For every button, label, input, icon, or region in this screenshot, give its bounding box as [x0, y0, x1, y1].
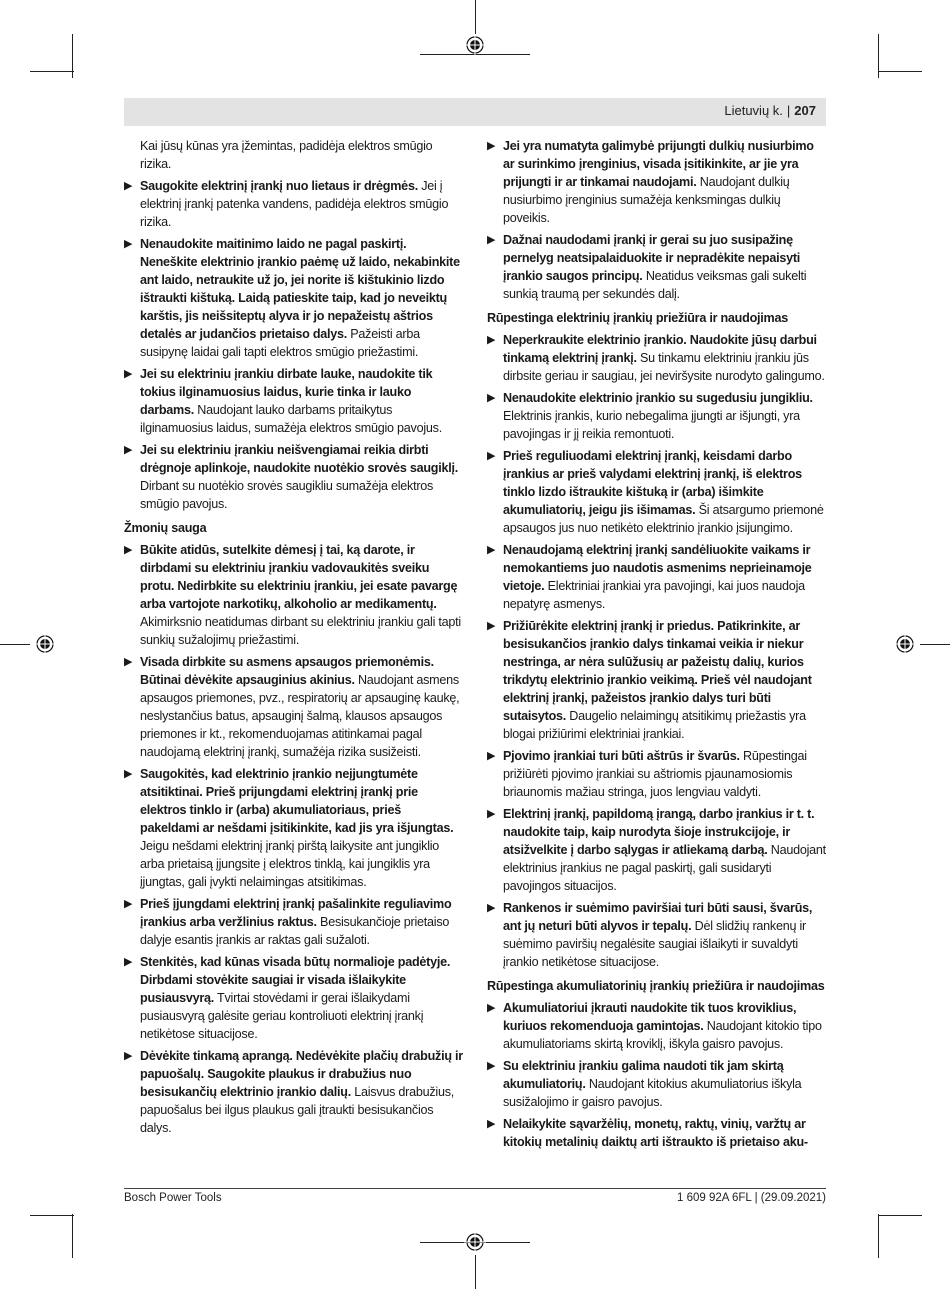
- item-body-text: Besisukančioje prietaiso dalyje esantis įrankis ar raktas gali sužaloti.: [140, 915, 450, 947]
- safety-item: [487, 541, 826, 613]
- bullet-arrow-icon: ▶: [487, 140, 496, 152]
- safety-item: [124, 441, 463, 513]
- bullet-arrow-icon: ▶: [487, 334, 496, 346]
- item-body-text: Naudojant asmens apsaugos priemones, pvz., respiratorių ar apsauginę kaukę, neslystančius batus, apsauginį šalmą, klausos apsaugos priemones ir kt., rekomenduojamas atitinkamai pagal naudojamą elektrinį įrankį, sumažėja rizika susižeisti.: [140, 673, 460, 759]
- bullet-arrow-icon: ▶: [124, 368, 133, 380]
- bullet-arrow-icon: ▶: [124, 1050, 133, 1062]
- safety-item: [124, 541, 463, 649]
- item-body-text: Naudojant lauko darbams pritaikytus ilginamuosius laidus, sumažėja elektros smūgio pavojus.: [140, 403, 442, 435]
- item-bold-text: Jei su elektriniu įrankiu neišvengiamai reikia dirbti drėgnoje aplinkoje, naudokite nuotėkio srovės saugiklį.: [140, 443, 458, 475]
- safety-item: [124, 235, 463, 361]
- bullet-arrow-icon: ▶: [487, 750, 496, 762]
- crop-mark: [878, 1214, 879, 1258]
- footer-brand: Bosch Power Tools: [124, 1192, 222, 1204]
- safety-item: [487, 805, 826, 895]
- registration-mark-icon: [464, 1231, 486, 1253]
- safety-item: [487, 617, 826, 743]
- item-bold-text: Jei yra numatyta galimybė prijungti dulkių nusiurbimo ar surinkimo įrenginius, visada įsitikinkite, ar jie yra prijungti ir ar tinkamai naudojami.: [503, 139, 814, 189]
- right-column: [487, 137, 826, 1155]
- safety-item: [487, 899, 826, 971]
- item-bold-text: Neperkraukite elektrinio įrankio. Naudokite jūsų darbui tinkamą elektrinį įrankį.: [503, 333, 817, 365]
- item-bold-text: Stenkitės, kad kūnas visada būtų normalioje padėtyje. Dirbdami stovėkite saugiai ir visada išlaikykite pusiausvyrą.: [140, 955, 451, 1005]
- bullet-arrow-icon: ▶: [124, 238, 133, 250]
- item-bold-text: Su elektriniu įrankiu galima naudoti tik jam skirtą akumuliatorių.: [503, 1059, 784, 1091]
- item-bold-text: Rankenos ir suėmimo paviršiai turi būti sausi, švarūs, ant jų neturi būti alyvos ir tepalų.: [503, 901, 813, 933]
- crop-mark: [30, 1215, 74, 1216]
- item-bold-text: Prieš įjungdami elektrinį įrankį pašalinkite reguliavimo įrankius arba veržlinius raktus.: [140, 897, 452, 929]
- registration-mark-icon: [894, 633, 916, 655]
- safety-item: [487, 331, 826, 385]
- registration-mark-icon: [34, 633, 56, 655]
- bullet-arrow-icon: ▶: [487, 544, 496, 556]
- item-body-text: Su tinkamu elektriniu įrankiu jūs dirbsite geriau ir saugiau, jei neviršysite nurodyto galingumo.: [503, 351, 825, 383]
- safety-item: [124, 653, 463, 761]
- crop-mark: [72, 1214, 73, 1258]
- item-bold-text: Elektrinį įrankį, papildomą įrangą, darbo įrankius ir t. t. naudokite taip, kaip nurodyta šioje instrukcijoje, ir atsižvelkite į darbo sąlygas ir atliekamą darbą.: [503, 807, 815, 857]
- safety-item: [124, 365, 463, 437]
- item-bold-text: Visada dirbkite su asmens apsaugos priemonėmis. Būtinai dėvėkite apsauginius akinius.: [140, 655, 434, 687]
- bullet-arrow-icon: ▶: [487, 1060, 496, 1072]
- item-body-text: Akimirksnio neatidumas dirbant su elektriniu įrankiu gali tapti sunkių sužalojimų priežastimi.: [140, 615, 461, 647]
- item-body-text: Elektrinis įrankis, kurio nebegalima įjungti ar išjungti, yra pavojingas ir jį reikia remontuoti.: [503, 409, 800, 441]
- item-bold-text: Jei su elektriniu įrankiu dirbate lauke, naudokite tik tokius ilginamuosius laidus, kurie tinka ir lauko darbams.: [140, 367, 433, 417]
- safety-item: [487, 447, 826, 537]
- header-text: [724, 103, 816, 118]
- safety-item: [124, 953, 463, 1043]
- item-bold-text: Nelaikykite sąvaržėlių, monetų, raktų, vinių, varžtų ar kitokių metalinių daiktų arti ištraukto iš prietaiso aku-: [503, 1117, 808, 1149]
- crop-mark: [878, 71, 922, 72]
- item-body-text: Ši atsargumo priemonė apsaugos jus nuo netikėto elektrinio įrankio įsijungimo.: [503, 503, 824, 535]
- item-bold-text: Nenaudojamą elektrinį įrankį sandėliuokite vaikams ir nemokantiems juo naudotis asmenims neprieinamoje vietoje.: [503, 543, 812, 593]
- footer-rule: [124, 1188, 826, 1189]
- item-bold-text: Būkite atidūs, sutelkite dėmesį į tai, ką darote, ir dirbdami su elektriniu įrankiu vadovaukitės sveiku protu. Nedirbkite su elektriniu įrankiu, jei esate pavargę arba vartojote narkotikų, alkoholio ar medikamentų.: [140, 543, 458, 611]
- safety-item: [487, 747, 826, 801]
- safety-item: [124, 765, 463, 891]
- safety-item: [124, 1047, 463, 1137]
- crop-mark: [30, 71, 74, 72]
- safety-item: [124, 895, 463, 949]
- safety-item: [124, 177, 463, 231]
- header-language: Lietuvių k.: [724, 103, 783, 118]
- item-body-text: Dirbant su nuotėkio srovės saugikliu sumažėja elektros smūgio pavojus.: [140, 479, 434, 511]
- crop-mark: [920, 644, 950, 645]
- item-body-text: Tvirtai stovėdami ir gerai išlaikydami pusiausvyrą galėsite geriau kontroliuoti elektrinį įrankį netikėtose situacijose.: [140, 991, 424, 1041]
- item-bold-text: Nenaudokite maitinimo laido ne pagal paskirtį. Neneškite elektrinio įrankio paėmę už laido, nekabinkite ant laido, netraukite už jo, jei norite iš kištukinio lizdo ištraukti kištuką. Laidą patieskite taip, kad jo neveiktų karštis, jis neišsiteptų alyva ir jo nepažeistų aštrios detalės ar judančios prietaiso dalys.: [140, 237, 460, 341]
- safety-item: [487, 1115, 826, 1151]
- item-body-text: Daugelio nelaimingų atsitikimų priežastis yra blogai prižiūrimi elektriniai įrankiai.: [503, 709, 806, 741]
- registration-mark-icon: [464, 34, 486, 56]
- item-bold-text: Prieš reguliuodami elektrinį įrankį, keisdami darbo įrankius ar prieš valydami elektrinį įrankį, iš elektros tinklo lizdo ištraukite kištuką ir (arba) išimkite akumuliatorių, jeigu jis išimamas.: [503, 449, 802, 517]
- footer-doc-id: 1 609 92A 6FL | (29.09.2021): [677, 1192, 826, 1204]
- item-body-text: Rūpestingai prižiūrėti pjovimo įrankiai su aštriomis pjaunamosiomis briaunomis mažiau stringa, juos lengviau valdyti.: [503, 749, 807, 799]
- crop-mark: [475, 0, 476, 34]
- item-body-text: Laisvus drabužius, papuošalus bei ilgus plaukus gali įtraukti besisukančios dalys.: [140, 1085, 455, 1135]
- left-column: [124, 137, 463, 1141]
- safety-item: [487, 231, 826, 303]
- bullet-arrow-icon: ▶: [487, 902, 496, 914]
- item-body-text: Naudojant kitokius akumuliatorius iškyla susižalojimo ir gaisro pavojus.: [503, 1077, 802, 1109]
- bullet-arrow-icon: ▶: [124, 898, 133, 910]
- crop-mark: [475, 1255, 476, 1289]
- crop-mark: [0, 644, 30, 645]
- item-body-text: Jei į elektrinį įrankį patenka vandens, padidėja elektros smūgio rizika.: [140, 179, 449, 229]
- item-bold-text: Saugokitės, kad elektrinio įrankio neįjungtumėte atsitiktinai. Prieš prijungdami elektrinį įrankį prie elektros tinklo ir (arba) akumuliatoriaus, prieš pakeldami ar nešdami įsitikinkite, kad jis yra išjungtas.: [140, 767, 454, 835]
- item-bold-text: Prižiūrėkite elektrinį įrankį ir priedus. Patikrinkite, ar besisukančios įrankio dalys tinkamai veikia ir niekur nestringa, ar nėra sulūžusių ar pažeistų dalių, kurios trikdytų elektrinio įrankio veikimą. Prieš vėl naudojant elektrinį įrankį, pažeistos įrankio dalys turi būti sutaisytos.: [503, 619, 812, 723]
- section-heading: Rūpestinga elektrinių įrankių priežiūra ir naudojimas: [487, 311, 788, 325]
- item-bold-text: Nenaudokite elektrinio įrankio su sugedusiu jungikliu.: [503, 391, 813, 405]
- bullet-arrow-icon: ▶: [487, 392, 496, 404]
- item-body-text: Jeigu nešdami elektrinį įrankį pirštą laikysite ant jungiklio arba prietaisą įjungsite į elektros tinklą, kai jungiklis yra įjungtas, gali įvykti nelaimingas atsitikimas.: [140, 839, 440, 889]
- paragraph: Kai jūsų kūnas yra įžemintas, padidėja elektros smūgio rizika.: [140, 139, 433, 171]
- item-body-text: Naudojant dulkių nusiurbimo įrenginius sumažėja kenksmingas dulkių poveikis.: [503, 175, 790, 225]
- item-body-text: Elektriniai įrankiai yra pavojingi, kai juos naudoja nepatyrę asmenys.: [503, 579, 805, 611]
- bullet-arrow-icon: ▶: [487, 450, 496, 462]
- item-bold-text: Saugokite elektrinį įrankį nuo lietaus ir drėgmės.: [140, 179, 418, 193]
- header-separator: |: [786, 103, 791, 118]
- bullet-arrow-icon: ▶: [124, 544, 133, 556]
- item-body-text: Pažeisti arba susipynę laidai gali tapti elektros smūgio priežastimi.: [140, 327, 420, 359]
- bullet-arrow-icon: ▶: [487, 1002, 496, 1014]
- item-bold-text: Akumuliatoriui įkrauti naudokite tik tuos kroviklius, kuriuos rekomenduoja gamintojas.: [503, 1001, 797, 1033]
- bullet-arrow-icon: ▶: [124, 956, 133, 968]
- safety-item: [487, 389, 826, 443]
- bullet-arrow-icon: ▶: [124, 656, 133, 668]
- bullet-arrow-icon: ▶: [487, 808, 496, 820]
- page-header: [124, 98, 826, 126]
- bullet-arrow-icon: ▶: [487, 234, 496, 246]
- item-bold-text: Pjovimo įrankiai turi būti aštrūs ir švarūs.: [503, 749, 740, 763]
- safety-item: [487, 137, 826, 227]
- crop-mark: [878, 1215, 922, 1216]
- item-bold-text: Dažnai naudodami įrankį ir gerai su juo susipažinę pernelyg neatsipalaiduokite ir nepradėkite nepaisyti įrankio saugos principų.: [503, 233, 801, 283]
- item-body-text: Neatidus veiksmas gali sukelti sunkią traumą per sekundės dalį.: [503, 269, 807, 301]
- bullet-arrow-icon: ▶: [487, 1118, 496, 1130]
- section-heading: Žmonių sauga: [124, 521, 207, 535]
- item-body-text: Naudojant kitokio tipo akumuliatoriams skirtą kroviklį, iškyla gaisro pavojus.: [503, 1019, 822, 1051]
- section-heading: Rūpestinga akumuliatorinių įrankių priežiūra ir naudojimas: [487, 979, 825, 993]
- item-body-text: Naudojant elektrinius įrankius ne pagal paskirtį, gali susidaryti pavojingos situacijos.: [503, 843, 826, 893]
- bullet-arrow-icon: ▶: [487, 620, 496, 632]
- safety-item: [487, 999, 826, 1053]
- item-bold-text: Dėvėkite tinkamą aprangą. Nedėvėkite plačių drabužių ir papuošalų. Saugokite plaukus ir drabužius nuo besisukančių elektrinio įrankio dalių.: [140, 1049, 463, 1099]
- safety-item: [487, 1057, 826, 1111]
- bullet-arrow-icon: ▶: [124, 768, 133, 780]
- page-number: 207: [794, 103, 816, 118]
- bullet-arrow-icon: ▶: [124, 444, 133, 456]
- item-body-text: Dėl slidžių rankenų ir suėmimo paviršių negalėsite saugiai išlaikyti ir suvaldyti įrankio netikėtose situacijose.: [503, 919, 806, 969]
- bullet-arrow-icon: ▶: [124, 180, 133, 192]
